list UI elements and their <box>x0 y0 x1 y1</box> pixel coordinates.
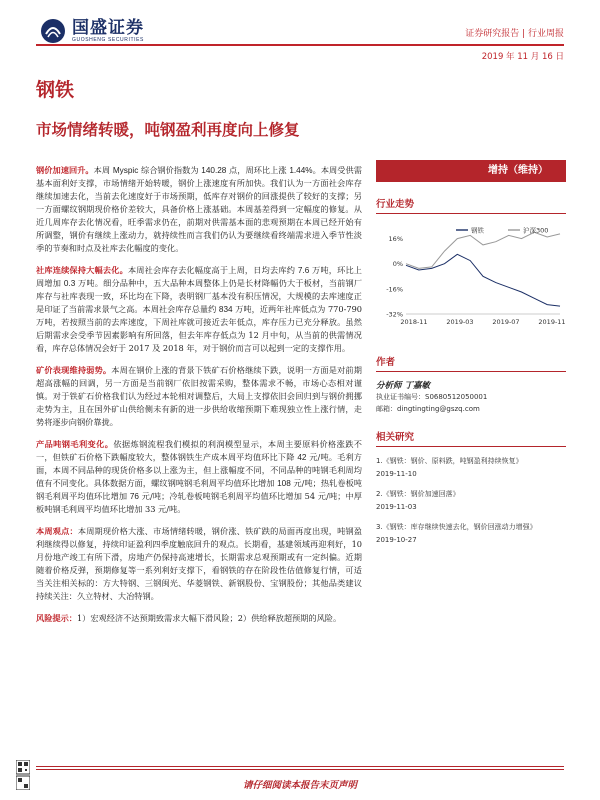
paragraph-text: 万吨。细分品种中，五大品种本周整体上仍是长材降幅仍大于板材，当前钢厂库存与社库表现一致，环比均在下降，表明钢厂基本没有积压情况，大规模的去库速度正是印证了当前需求景气之高。本周社会库存总量约 <box>36 278 363 314</box>
paragraph-text: 本周在钢价上涨的背景下铁矿石价格继续下跌，说明一方面是对前期超高涨幅的回调，另一方面是当前钢厂依旧按需采购，整体需求不畅，市场心态相对谨慎。对于铁矿石价格我们认为经过本轮相对调整后，大局上支撑依旧会回归到与钢价拥挪走势为主，且在国外矿山供给侧未有新的进一步供给收缩预期下难现独立性上涨行情，走势将逐步向钢价靠拢。 <box>36 365 362 427</box>
related-report-date: 2019-10-27 <box>376 536 417 544</box>
trend-chart <box>376 218 566 340</box>
trend-chart-svg <box>376 218 566 336</box>
x-tick-label: 2019-07 <box>492 318 520 326</box>
paragraph <box>36 438 362 516</box>
y-tick-label: 16% <box>388 235 403 244</box>
paragraph-lead: 钢价加速回升。 <box>36 165 94 175</box>
paragraph-value: 76 <box>129 492 139 501</box>
paragraph-text: 万吨，近两年社库低点为 770-790 万吨，若按照当前的去库速度，下周社库就可接近去年低点，库存压力已充分释放。虽然后期需求会受季节因素影响有所回落，但去年库存低点为 12 月中旬，从当前的供需情况看，库存总体情况会好于 2017 及 2018 年，对于钢价而言可以起到一定的支撑作用。 <box>36 304 362 353</box>
x-tick-label: 2019-11 <box>538 318 566 326</box>
paragraph-lead: 社库连续保持大幅去化。 <box>36 265 128 275</box>
header-divider <box>36 44 564 46</box>
paragraph-lead: 本周观点： <box>36 526 78 536</box>
series-line-steel <box>406 254 560 306</box>
analyst-license: 执业证书编号：S0680512050001 <box>376 393 488 401</box>
legend-label: 钢铁 <box>471 226 484 235</box>
logo-name-cn: 国盛证券 <box>72 18 144 38</box>
related-report-title[interactable]: 2.《钢铁：钢价加速回落》 <box>376 490 460 498</box>
paragraph-text: 。本周受供需基本面利好支撑，市场情绪开始转暖，钢价上涨速度有所加快。我们认为一方面社会库存继续加速去化，当前去化速度好于市场预期，低库存对钢价的回涨提供了较好的支撑；另一方面螺纹钢期现价格价差较大，具备价格上涨基础。本周基差得到一定幅度的修复。从近几周库存去化情况看，旺季需求仍在，前期对供需基本面的悲观预期在本周已经开始有所调整，钢价有继续上涨动力，就持续性而言我们仍认为要继续看终端需求进入季节性淡季的节奏和时点及社库去化幅度的变化。 <box>36 165 362 253</box>
x-tick-label: 2018-11 <box>400 318 428 326</box>
paragraph-text: 元/吨；冷轧卷板吨钢毛利周平均值环比增加 54 元/吨；中厚板吨钢毛利周平均值环比增加 33 元/吨。 <box>36 491 362 514</box>
analyst-name: 分析师 丁嘉敏 <box>376 381 430 391</box>
paragraph-value: 1.44% <box>289 166 313 175</box>
paragraph-text: 万吨，环比上周增加 <box>36 265 362 288</box>
paragraph-value: Myspic <box>112 166 139 175</box>
paragraph-text: 1）宏观经济不达预期致需求大幅下滑风险；2）供给释放超预期的风险。 <box>76 613 342 623</box>
paragraph-text: 本周 <box>93 165 113 175</box>
related-report-title[interactable]: 3.《钢铁：库存继续快速去化，钢价回涨动力增强》 <box>376 523 537 531</box>
report-date: 2019 年 11 月 16 日 <box>481 52 564 62</box>
footer-divider <box>36 766 564 767</box>
paragraph <box>36 364 362 429</box>
paragraph <box>36 525 362 603</box>
paragraph-lead: 矿价表现维持弱势。 <box>36 365 112 375</box>
related-report-date: 2019-11-03 <box>376 503 417 511</box>
footer-disclaimer: 请仔细阅读本报告末页声明 <box>242 780 357 791</box>
related-report-date: 2019-11-10 <box>376 470 417 478</box>
company-logo <box>40 18 144 44</box>
main-body <box>36 164 362 634</box>
paragraph <box>36 164 362 255</box>
paragraph-value: 0.3 <box>63 279 76 288</box>
analyst-section-title: 作者 <box>376 354 566 372</box>
paragraph-text: 元/吨。毛利方面，本周不同品种的现货价格多以上涨为主，但上涨幅度不同，不同品种的吨钢毛利周均值有不同变化。具体数据方面，螺纹钢吨钢毛利周平均值环比增加 <box>36 452 362 488</box>
logo-emblem-icon <box>40 18 66 44</box>
paragraph-text: 本周期现价格大涨、市场情绪转暖，钢价涨、铁矿跌的局面再度出现，吨钢盈利继续得以修复，持续印证盈利四季度触底回升的观点。长期看，基建领域再迎利好，10 月份地产竣工有所下滑，房地产仍保持高速增长，长期需求总观预期或有一定纠偏。近期随着价格反弹，预期修复等一系列利好支撑下，看钢铁的存在阶段性估值修复行情，可适当关注相关标的：方大特钢、三钢闽光、华菱钢铁、新钢股份、宝钢股份；其他品类建议持续关注：久立特材、大冶特钢。 <box>36 526 362 601</box>
y-tick-label: -32% <box>386 310 403 319</box>
logo-name-en: GUOSHENG SECURITIES <box>72 37 144 43</box>
paragraph-text: 点，周环比上涨 <box>226 165 290 175</box>
paragraph <box>36 612 362 625</box>
x-tick-label: 2019-03 <box>446 318 474 326</box>
paragraph-value: 108 <box>277 479 291 488</box>
legend-label: 沪深300 <box>523 226 549 235</box>
related-section-title: 相关研究 <box>376 429 566 447</box>
paragraph <box>36 264 362 355</box>
report-headline: 市场情绪转暖，吨钢盈利再度向上修复 <box>36 121 300 139</box>
related-report-title[interactable]: 1.《钢铁：钢价、原料跌，吨钢盈利持续恢复》 <box>376 457 523 465</box>
paragraph-lead: 产品吨钢毛利变化。 <box>36 439 114 449</box>
y-tick-label: 0% <box>392 260 403 269</box>
paragraph-value: 7.6 <box>297 266 310 275</box>
paragraph-text: 综合钢价指数为 <box>138 165 202 175</box>
y-tick-label: -16% <box>386 285 403 294</box>
sidebar <box>376 160 566 546</box>
series-line-hs300 <box>406 232 560 268</box>
paragraph-lead: 风险提示： <box>36 613 77 623</box>
paragraph-text: 依据炼钢流程我们模拟的利润模型显示，本周主要原料价格涨跌不一，但铁矿石价格下跌幅度较大，整体钢铁生产成本周平均值环比下降 <box>36 439 362 462</box>
analyst-email[interactable]: 邮箱：dingtingting@gszq.com <box>376 405 480 413</box>
footer-divider <box>36 769 564 770</box>
report-category: 证券研究报告 | 行业周报 <box>465 29 564 39</box>
paragraph-text: 元/吨；热轧卷板吨钢毛利周平均值环比增加 <box>36 478 362 501</box>
trend-section-title: 行业走势 <box>376 196 566 214</box>
paragraph-value: 140.28 <box>201 166 227 175</box>
paragraph-value: 834 <box>218 305 233 314</box>
paragraph-value: 42 <box>297 453 307 462</box>
rating-badge: 增持（维持） <box>376 160 566 182</box>
sector-title: 钢铁 <box>36 79 75 101</box>
paragraph-text: 本周社会库存去化幅度高于上周，日均去库约 <box>127 265 298 275</box>
